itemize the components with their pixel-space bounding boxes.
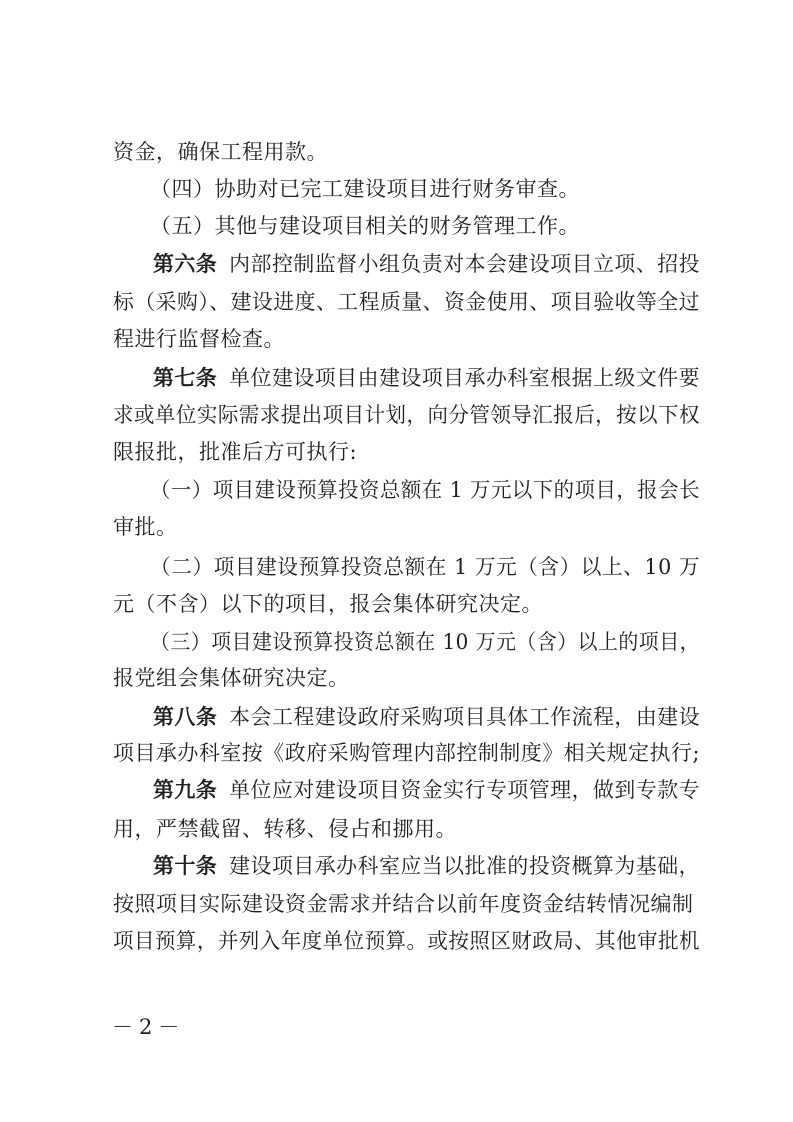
line-text: 资金，确保工程用款。	[113, 140, 328, 164]
text-line	[113, 890, 694, 918]
article-heading: 第七条	[153, 366, 218, 390]
text-line	[113, 927, 700, 955]
text-line	[113, 513, 178, 541]
line-text: 本会工程建设政府采购项目具体工作流程，由建设	[229, 705, 701, 729]
article-heading: 第十条	[153, 854, 218, 878]
line-text: 求或单位实际需求提出项目计划，向分管领导汇报后，按以下权	[113, 403, 701, 427]
text-line	[153, 852, 700, 880]
text-line	[150, 476, 700, 504]
text-line	[113, 739, 700, 767]
text-line	[113, 590, 543, 618]
line-text: 报党组会集体研究决定。	[113, 666, 350, 690]
text-line	[153, 703, 700, 731]
article-heading: 第九条	[153, 778, 218, 802]
line-text: 内部控制监督小组负责对本会建设项目立项、招投	[229, 252, 701, 276]
line-text: 审批。	[113, 515, 178, 539]
text-line	[153, 776, 700, 804]
text-line	[113, 815, 457, 843]
text-line	[150, 628, 700, 656]
text-line	[113, 288, 700, 316]
text-line	[113, 438, 357, 466]
text-line	[113, 401, 700, 429]
text-line	[153, 364, 700, 392]
text-line	[150, 553, 700, 581]
line-text: （三）项目建设预算投资总额在 10 万元（含）以上的项目，	[150, 630, 701, 654]
line-text: 用，严禁截留、转移、侵占和挪用。	[113, 817, 457, 841]
text-line	[150, 212, 580, 240]
text-line	[113, 664, 350, 692]
line-text: 单位建设项目由建设项目承办科室根据上级文件要	[229, 366, 701, 390]
line-text: 程进行监督检查。	[113, 327, 285, 351]
line-text: 限报批，批准后方可执行:	[113, 440, 358, 464]
article-heading: 第八条	[153, 705, 218, 729]
line-text: 项目预算，并列入年度单位预算。或按照区财政局、其他审批机	[113, 929, 701, 953]
text-line	[113, 325, 285, 353]
article-heading: 第六条	[153, 252, 218, 276]
text-line	[113, 138, 328, 166]
line-text: 项目承办科室按《政府采购管理内部控制制度》相关规定执行;	[113, 741, 701, 765]
line-text: （一）项目建设预算投资总额在 1 万元以下的项目，报会长	[150, 478, 700, 502]
line-text: （五）其他与建设项目相关的财务管理工作。	[150, 214, 580, 238]
line-text: （二）项目建设预算投资总额在 1 万元（含）以上、10 万	[150, 555, 701, 579]
line-text: （四）协助对已完工建设项目进行财务审查。	[150, 177, 580, 201]
line-text: 标（采购）、建设进度、工程质量、资金使用、项目验收等全过	[113, 290, 701, 314]
line-text: 按照项目实际建设资金需求并结合以前年度资金结转情况编制	[113, 892, 694, 916]
line-text: 建设项目承办科室应当以批准的投资概算为基础，	[229, 854, 701, 878]
line-text: 元（不含）以下的项目，报会集体研究决定。	[113, 592, 543, 616]
line-text: 单位应对建设项目资金实行专项管理，做到专款专	[229, 778, 701, 802]
text-line	[153, 250, 700, 278]
page-number: －2－	[112, 1015, 186, 1039]
text-line	[150, 175, 580, 203]
